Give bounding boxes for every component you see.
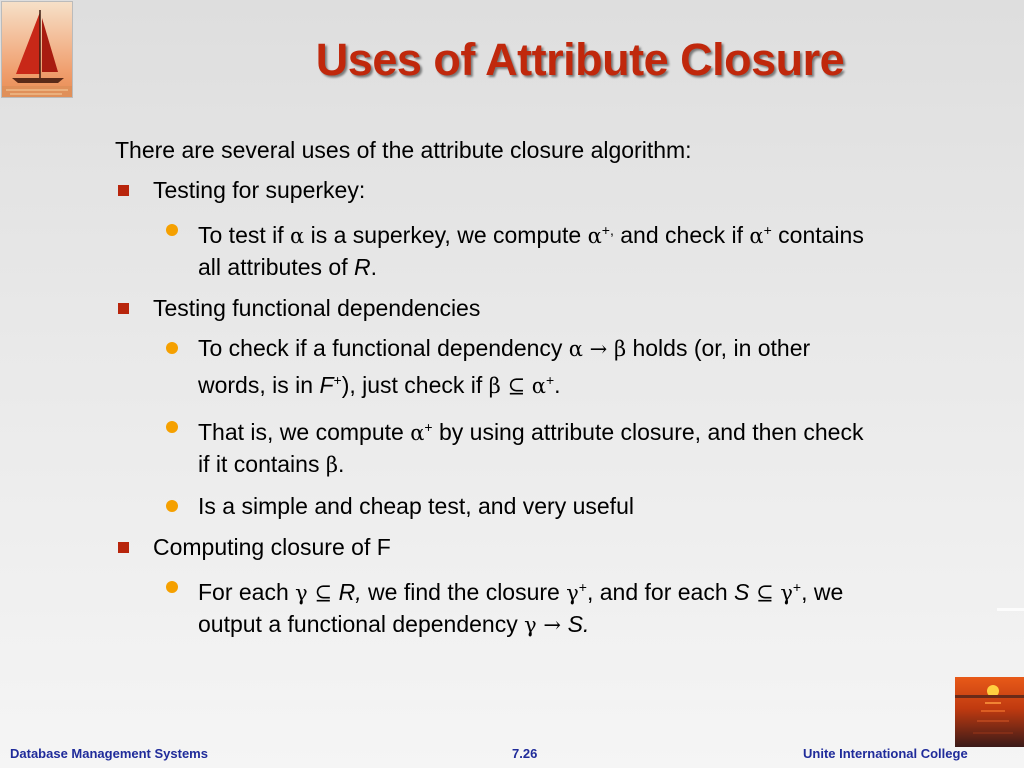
text-run: ), just check if	[341, 372, 489, 398]
text-run: To check if a functional dependency	[198, 335, 569, 361]
relation-r: R,	[338, 579, 362, 605]
sub-bullet-superkey-test	[115, 215, 878, 283]
alpha-symbol: α	[749, 224, 764, 248]
alpha-symbol: α	[290, 224, 305, 248]
text-run: .	[370, 254, 377, 280]
sailboat-icon	[1, 1, 73, 98]
footer-institution: Unite International College	[803, 746, 968, 761]
text-run: and check if	[613, 222, 750, 248]
bullet-heading: Testing functional dependencies	[153, 295, 481, 321]
text-run: we find the closure	[361, 579, 567, 605]
text-run: by using attribute closure, and then check if it contains	[198, 419, 864, 477]
text-run: .	[554, 372, 561, 398]
text-run: Is a simple and cheap test, and very useful	[198, 493, 634, 519]
alpha-symbol: α	[531, 374, 546, 398]
bullet-heading: Computing closure of F	[153, 534, 391, 560]
arrow-symbol: →	[536, 613, 568, 637]
subset-s: S.	[567, 611, 590, 637]
bullet-testing-fd	[115, 293, 955, 323]
text-run: is a superkey, we compute	[304, 222, 588, 248]
square-bullet-icon	[118, 542, 129, 553]
superscript-plus: +	[545, 372, 555, 388]
text-run: holds (or, in other words, is in	[198, 335, 811, 398]
alpha-symbol: α	[587, 224, 602, 248]
superscript-plus: +	[763, 222, 772, 238]
gamma-symbol: γ	[566, 581, 579, 605]
bullet-heading: Testing for superkey:	[153, 177, 366, 203]
superscript-plus: +	[792, 579, 802, 595]
round-bullet-icon	[166, 581, 178, 593]
subset-s: S	[734, 579, 750, 605]
text-run: contains all attributes of	[198, 222, 864, 280]
text-run: To test if	[198, 222, 291, 248]
text-run: For each	[198, 579, 296, 605]
round-bullet-icon	[166, 224, 178, 236]
sub-bullet-for-each-gamma	[115, 572, 878, 641]
gamma-symbol: γ	[780, 581, 793, 605]
square-bullet-icon	[118, 185, 129, 196]
intro-text: There are several uses of the attribute closure algorithm:	[115, 137, 692, 163]
beta-symbol: β	[613, 337, 627, 361]
footer-page-number: 7.26	[512, 746, 538, 761]
text-run: , and for each	[586, 579, 735, 605]
round-bullet-icon	[166, 421, 178, 433]
fd-set-f: F	[319, 372, 334, 398]
bullet-computing-closure	[115, 532, 955, 562]
gamma-symbol: γ	[295, 581, 308, 605]
superscript-plus: +	[578, 579, 587, 595]
round-bullet-icon	[166, 342, 178, 354]
text-run: .	[337, 451, 345, 477]
subset-symbol: ⊆	[307, 581, 339, 605]
bullet-testing-superkey	[115, 175, 955, 205]
decorative-line	[997, 608, 1024, 611]
superscript-plus: +	[424, 419, 433, 435]
alpha-symbol: α	[410, 421, 425, 445]
beta-symbol: β	[488, 374, 501, 398]
beta-symbol: β	[325, 453, 338, 477]
subset-symbol: ⊆	[749, 581, 781, 605]
superscript-plus: +	[333, 372, 342, 388]
sub-bullet-compute-closure	[115, 412, 878, 481]
sub-bullet-check-fd	[115, 333, 878, 402]
text-run: , we output a functional dependency	[198, 579, 844, 637]
subset-symbol: ⊆	[500, 374, 532, 398]
round-bullet-icon	[166, 500, 178, 512]
sunset-icon	[955, 677, 1024, 747]
slide-content	[115, 135, 955, 651]
sub-bullet-simple-test	[115, 491, 878, 522]
alpha-symbol: α	[568, 337, 583, 361]
page-title: Uses of Attribute Closure	[315, 34, 845, 85]
square-bullet-icon	[118, 303, 129, 314]
superscript-plus: +,	[601, 222, 614, 238]
text-run: That is, we compute	[198, 419, 411, 445]
arrow-symbol: →	[582, 337, 614, 361]
relation-r: R	[353, 254, 371, 280]
gamma-symbol: γ	[524, 613, 537, 637]
footer-course: Database Management Systems	[10, 746, 208, 761]
